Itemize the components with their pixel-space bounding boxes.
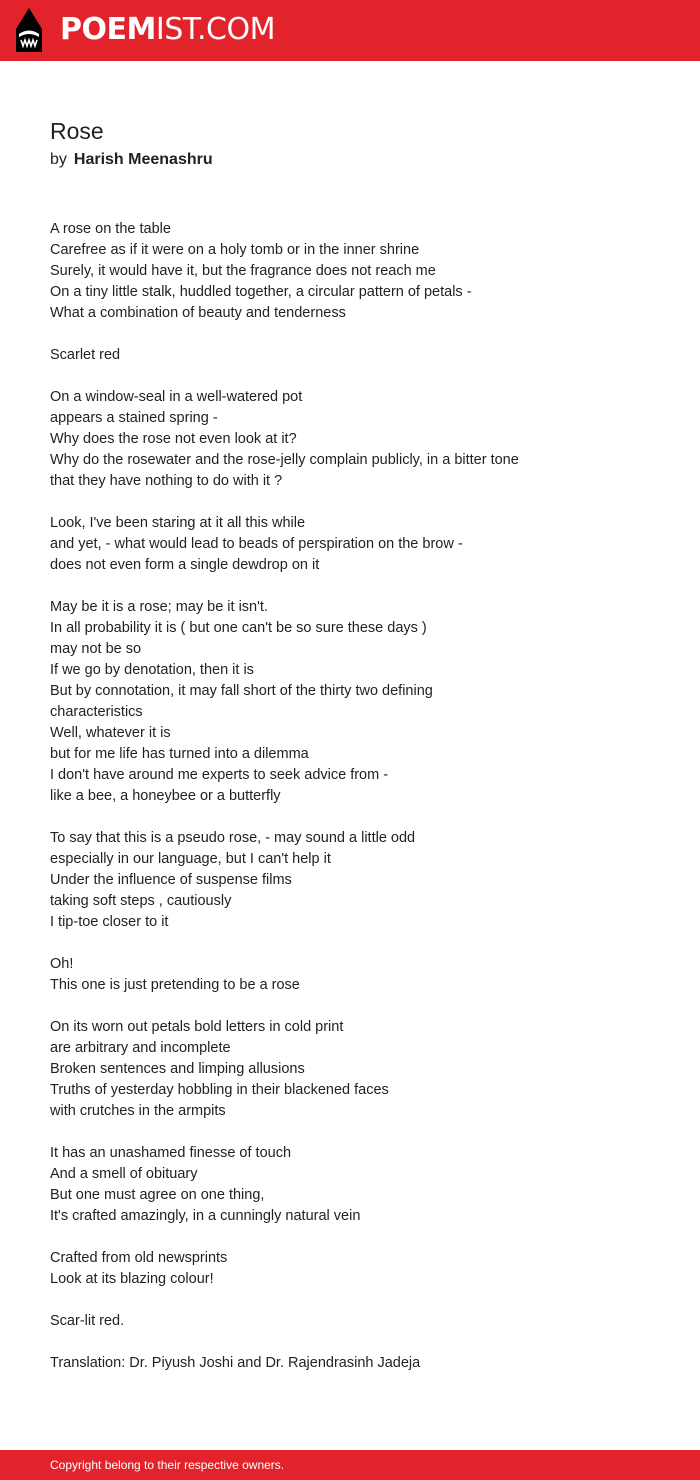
- poem-line: A rose on the table: [50, 221, 171, 237]
- poem-stanza: [50, 1248, 670, 1290]
- poem-line: Broken sentences and limping allusions: [50, 1061, 305, 1077]
- poem-line: may not be so: [50, 641, 142, 657]
- poem-line: like a bee, a honeybee or a butterfly: [50, 788, 281, 804]
- poem-line: Why do the rosewater and the rose-jelly complain publicly, in a bitter tone: [50, 452, 519, 468]
- poem-line: Scar-lit red.: [50, 1313, 125, 1329]
- poem-line: And a smell of obituary: [50, 1166, 198, 1182]
- site-brand: [60, 12, 275, 47]
- poem-line: with crutches in the armpits: [50, 1103, 226, 1119]
- site-logo-link[interactable]: [14, 6, 275, 54]
- poem-stanza: [50, 219, 670, 324]
- poem-line: Crafted from old newsprints: [50, 1250, 228, 1266]
- poem-line: Oh!: [50, 956, 74, 972]
- poem-line: are arbitrary and incomplete: [50, 1040, 231, 1056]
- by-label: by: [50, 151, 67, 168]
- poem-title: Rose: [50, 118, 104, 144]
- poem-stanza: [50, 387, 670, 492]
- poem-stanza: [50, 597, 670, 807]
- poem-stanza: [50, 513, 670, 576]
- brand-bold-text: POEM: [60, 12, 156, 47]
- poem-stanza: [50, 345, 670, 366]
- poem-line: Why does the rose not even look at it?: [50, 431, 297, 447]
- poem-line: Carefree as if it were on a holy tomb or in the inner shrine: [50, 242, 420, 258]
- author-link[interactable]: Harish Meenashru: [73, 151, 213, 168]
- poem-stanza: [50, 828, 670, 933]
- poem-byline: [50, 150, 213, 170]
- site-header: [0, 0, 700, 61]
- poem-line: Well, whatever it is: [50, 725, 171, 741]
- poem-line: and yet, - what would lead to beads of perspiration on the brow -: [50, 536, 463, 552]
- poem-line: It has an unashamed finesse of touch: [50, 1145, 292, 1161]
- poem-stanza: [50, 1017, 670, 1122]
- poem-line: I don't have around me experts to seek advice from -: [50, 767, 389, 783]
- poem-line: May be it is a rose; may be it isn't.: [50, 599, 268, 615]
- poem-line: does not even form a single dewdrop on it: [50, 557, 320, 573]
- poem-stanza: [50, 954, 670, 996]
- poem-line: especially in our language, but I can't help it: [50, 851, 331, 867]
- poem-line: Surely, it would have it, but the fragrance does not reach me: [50, 263, 436, 279]
- poem-body: [50, 219, 670, 1395]
- poem-line: appears a stained spring -: [50, 410, 218, 426]
- poem-stanza: [50, 1143, 670, 1227]
- poem-line: It's crafted amazingly, in a cunningly natural vein: [50, 1208, 361, 1224]
- poem-line: In all probability it is ( but one can't be so sure these days ): [50, 620, 427, 636]
- poem-line: that they have nothing to do with it ?: [50, 473, 283, 489]
- brand-light-text: IST.COM: [155, 12, 275, 47]
- copyright-text: Copyright belong to their respective owners.: [50, 1458, 285, 1472]
- poem-line: But by connotation, it may fall short of the thirty two defining: [50, 683, 433, 699]
- poem-line: This one is just pretending to be a rose: [50, 977, 300, 993]
- poem-line: On a tiny little stalk, huddled together, a circular pattern of petals -: [50, 284, 472, 300]
- poem-line: Scarlet red: [50, 347, 121, 363]
- poem-line: If we go by denotation, then it is: [50, 662, 254, 678]
- poem-line: Under the influence of suspense films: [50, 872, 292, 888]
- poem-line: but for me life has turned into a dilemma: [50, 746, 309, 762]
- poem-line: Look at its blazing colour!: [50, 1271, 214, 1287]
- poem-line: Look, I've been staring at it all this while: [50, 515, 306, 531]
- site-footer: [0, 1450, 700, 1480]
- poem-line: On a window-seal in a well-watered pot: [50, 389, 303, 405]
- poem-line: Truths of yesterday hobbling in their blackened faces: [50, 1082, 389, 1098]
- poem-line: But one must agree on one thing,: [50, 1187, 265, 1203]
- poem-line: Translation: Dr. Piyush Joshi and Dr. Rajendrasinh Jadeja: [50, 1355, 421, 1371]
- poem-line: taking soft steps , cautiously: [50, 893, 232, 909]
- poem-line: I tip-toe closer to it: [50, 914, 169, 930]
- poem-line: On its worn out petals bold letters in cold print: [50, 1019, 344, 1035]
- poem-stanza: [50, 1353, 670, 1374]
- poem-stanza: [50, 1311, 670, 1332]
- pencil-icon: [14, 7, 44, 53]
- poem-line: characteristics: [50, 704, 143, 720]
- poem-line: What a combination of beauty and tenderness: [50, 305, 346, 321]
- poem-line: To say that this is a pseudo rose, - may sound a little odd: [50, 830, 416, 846]
